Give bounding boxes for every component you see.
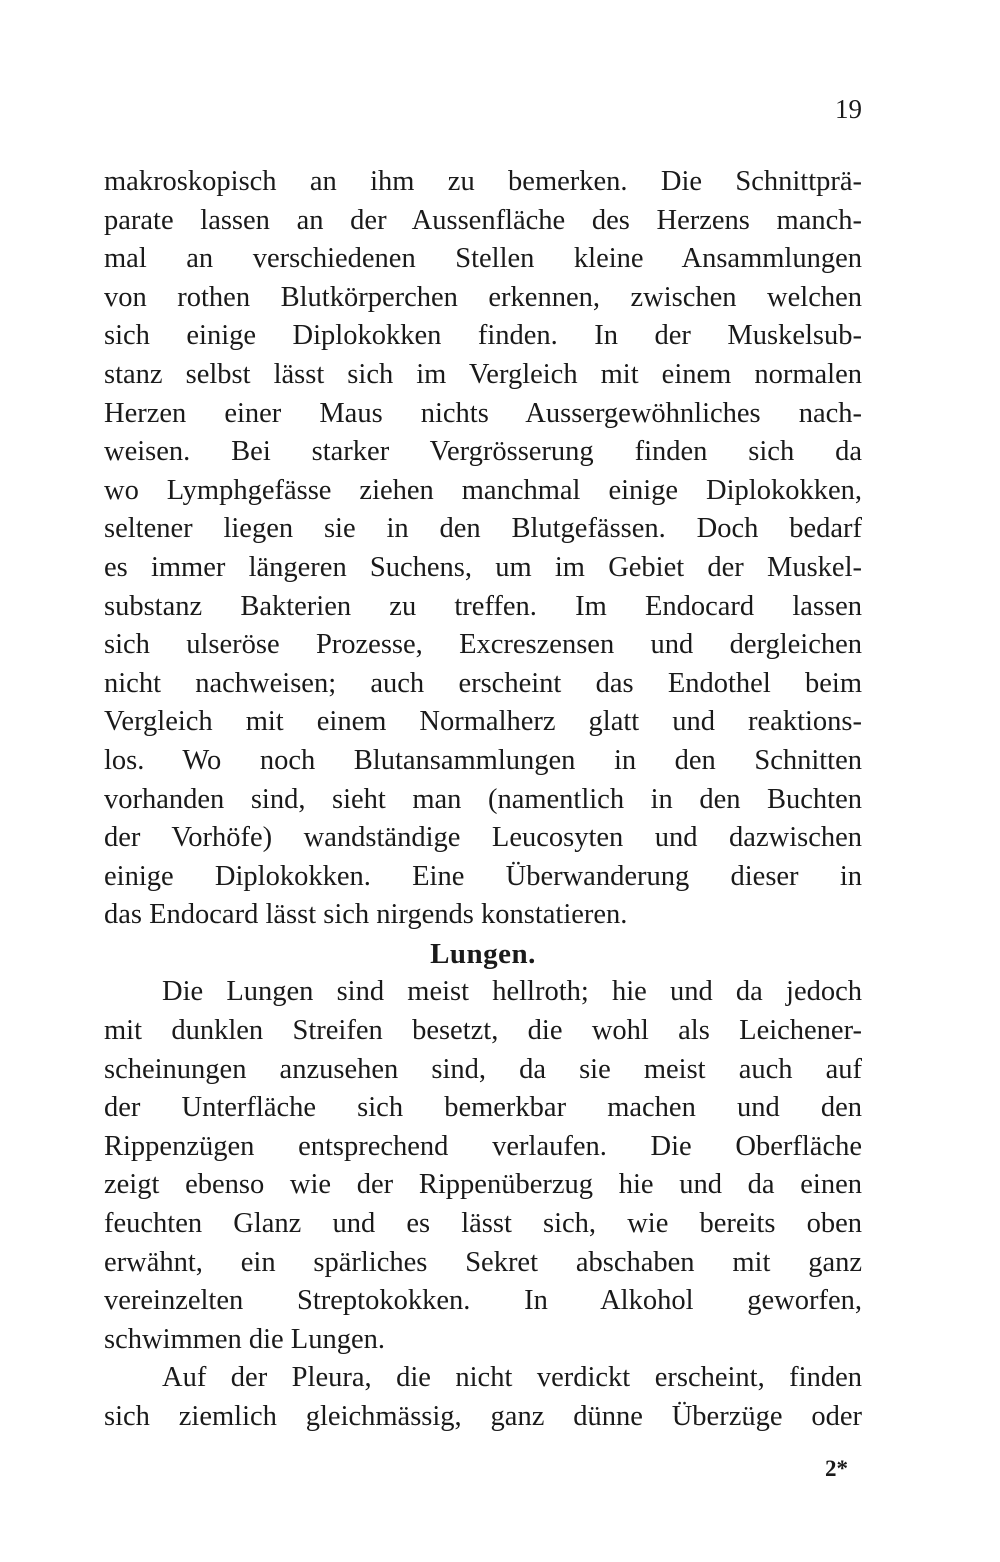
text-line: sich einige Diplokokken finden. In der Muskelsub- [104, 320, 862, 352]
text-line: Vergleich mit einem Normalherz glatt und reaktions- [104, 706, 862, 738]
text-line: nicht nachweisen; auch erscheint das Endothel beim [104, 667, 862, 699]
text-line: los. Wo noch Blutansammlungen in den Schnitten [104, 744, 862, 776]
page-number: 19 [835, 94, 862, 124]
text-line: mit dunklen Streifen besetzt, die wohl als Leichener- [104, 1015, 862, 1047]
text-line: vereinzelten Streptokokken. In Alkohol geworfen, [104, 1285, 862, 1317]
body-text [104, 163, 862, 1437]
text-line: erwähnt, ein spärliches Sekret abschaben mit ganz [104, 1246, 862, 1278]
text-line: Rippenzügen entsprechend verlaufen. Die Oberfläche [104, 1130, 862, 1162]
text-line: von rothen Blutkörperchen erkennen, zwischen welchen [104, 281, 862, 313]
text-line: zeigt ebenso wie der Rippenüberzug hie und da einen [104, 1169, 862, 1201]
text-line: mal an verschiedenen Stellen kleine Ansammlungen [104, 243, 862, 275]
section-heading: Lungen. [430, 937, 536, 970]
signature-mark: 2* [825, 1456, 848, 1481]
text-line: Auf der Pleura, die nicht verdickt erscheint, finden [162, 1362, 862, 1394]
text-line: weisen. Bei starker Vergrösserung finden sich da [104, 436, 862, 468]
text-line: der Vorhöfe) wandständige Leucosyten und dazwischen [104, 822, 862, 854]
text-line: seltener liegen sie in den Blutgefässen. Doch bedarf [104, 513, 862, 545]
text-line: makroskopisch an ihm zu bemerken. Die Schnittprä- [104, 166, 862, 197]
text-line: feuchten Glanz und es lässt sich, wie bereits oben [104, 1208, 862, 1240]
text-line: das Endocard lässt sich nirgends konstatieren. [104, 899, 628, 931]
text-line: substanz Bakterien zu treffen. Im Endocard lassen [104, 590, 862, 622]
text-line: schwimmen die Lungen. [104, 1323, 385, 1355]
paragraph-herz-continuation [104, 163, 862, 935]
text-line: stanz selbst lässt sich im Vergleich mit einem normalen [104, 358, 862, 390]
text-line: vorhanden sind, sieht man (namentlich in den Buchten [104, 783, 862, 815]
text-line: sich ulseröse Prozesse, Excreszensen und dergleichen [104, 629, 862, 661]
text-line: Die Lungen sind meist hellroth; hie und da jedoch [162, 976, 862, 1008]
paragraph-pleura [104, 1359, 862, 1436]
text-line: wo Lymphgefässe ziehen manchmal einige Diplokokken, [104, 474, 862, 506]
text-line: der Unterfläche sich bemerkbar machen und den [104, 1092, 862, 1124]
text-line: scheinungen anzusehen sind, da sie meist auch auf [104, 1053, 862, 1085]
text-line: sich ziemlich gleichmässig, ganz dünne Überzüge oder [104, 1401, 862, 1432]
text-line: Herzen einer Maus nichts Aussergewöhnliches nach- [104, 397, 862, 429]
text-line: einige Diplokokken. Eine Überwanderung dieser in [104, 860, 862, 892]
text-line: parate lassen an der Aussenfläche des Herzens manch- [104, 204, 862, 236]
text-line: es immer längeren Suchens, um im Gebiet der Muskel- [104, 551, 862, 583]
paragraph-lungen [104, 973, 862, 1359]
